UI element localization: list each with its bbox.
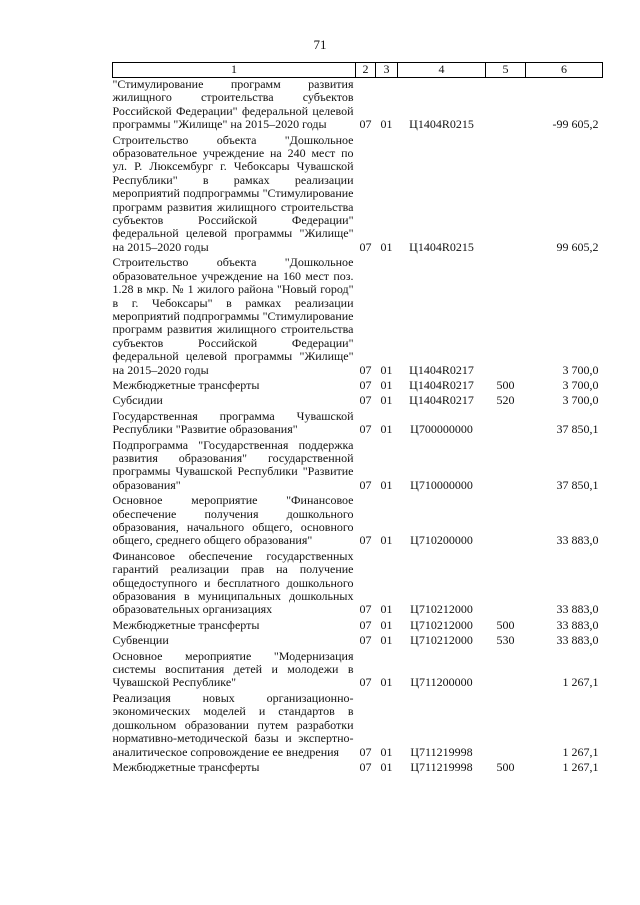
cell-name: Субсидии <box>112 393 163 408</box>
cell-amount: -99 605,2 <box>552 117 599 132</box>
cell-amount: 33 883,0 <box>556 602 599 617</box>
cell-name: Финансовое обеспечение государственных гарантий реализации прав на получение общедоступного и бесплатного дошкольного образования в муниципальных дошкольных образовательных организациях <box>112 548 354 617</box>
header-row <box>113 63 603 78</box>
cell-expense-type <box>486 550 526 619</box>
budget-table <box>112 62 603 776</box>
cell-subsection: 01 <box>380 744 393 759</box>
cell-target-code: Ц1404R0217 <box>409 393 474 408</box>
cell-section: 07 <box>359 533 372 548</box>
cell-section: 07 <box>359 377 372 392</box>
cell-target-code: Ц1404R0215 <box>409 239 474 254</box>
cell-subsection: 01 <box>380 422 393 437</box>
cell-expense-type <box>486 78 526 134</box>
cell-amount: 37 850,1 <box>556 477 599 492</box>
cell-expense-type: 500 <box>496 617 515 632</box>
cell-name: Строительство объекта "Дошкольное образовательное учреждение на 160 мест поз. 1.28 в мкр. № 1 жилого района "Новый город" в г. Чебоксары" в рамках реализации мероприятий подпрограммы "Стимулирование программ развития жилищного строительства субъектов Российской Федерации" федеральной целевой программы "Жилище" на 2015–2020 годы <box>112 255 354 377</box>
table-row <box>113 379 603 394</box>
cell-expense-type: 500 <box>496 377 515 392</box>
cell-subsection: 01 <box>380 533 393 548</box>
cell-name: Реализация новых организационно-экономических моделей и стандартов в дошкольном образовании путем разработки нормативно-методической базы и экспертно-аналитическое сопровождение ее внедрения <box>112 690 354 759</box>
table-row <box>113 650 603 692</box>
cell-section: 07 <box>359 393 372 408</box>
cell-name: Подпрограмма "Государственная поддержка развития образования" государственной программы Чувашской Республики "Развитие образования" <box>112 437 354 492</box>
cell-subsection: 01 <box>380 477 393 492</box>
cell-amount: 99 605,2 <box>556 239 599 254</box>
header-cell-target-code: 4 <box>398 63 486 78</box>
header-cell-subsection: 3 <box>376 63 398 78</box>
cell-name: Основное мероприятие "Модернизация системы воспитания детей и молодежи в Чувашской Республике" <box>112 648 354 690</box>
cell-target-code: Ц711219998 <box>410 744 473 759</box>
header-cell-section: 2 <box>356 63 376 78</box>
header-cell-name: 1 <box>113 63 356 78</box>
table-row <box>113 634 603 649</box>
cell-name: Строительство объекта "Дошкольное образовательное учреждение на 240 мест по ул. Р. Люксембург г. Чебоксары Чувашской Республики" в рамках реализации мероприятий подпрограммы "Стимулирование программ развития жилищного строительства субъектов Российской Федерации" федеральной целевой программы "Жилище" на 2015–2020 годы <box>112 132 354 254</box>
cell-expense-type <box>486 650 526 692</box>
cell-name: "Стимулирование программ развития жилищного строительства субъектов Российской Федерации" федеральной целевой программы "Жилище" на 2015–2020 годы <box>112 77 354 132</box>
cell-subsection: 01 <box>380 377 393 392</box>
cell-amount: 33 883,0 <box>556 617 599 632</box>
cell-section: 07 <box>359 602 372 617</box>
cell-expense-type <box>486 410 526 439</box>
cell-target-code: Ц711200000 <box>410 675 473 690</box>
cell-target-code: Ц711219998 <box>410 759 473 774</box>
cell-section: 07 <box>359 422 372 437</box>
table-row <box>113 619 603 634</box>
header-cell-amount: 6 <box>526 63 603 78</box>
cell-section: 07 <box>359 617 372 632</box>
cell-section: 07 <box>359 759 372 774</box>
cell-amount: 33 883,0 <box>556 633 599 648</box>
cell-expense-type <box>486 692 526 761</box>
cell-amount: 33 883,0 <box>556 533 599 548</box>
cell-subsection: 01 <box>380 117 393 132</box>
table-row <box>113 256 603 379</box>
cell-section: 07 <box>359 239 372 254</box>
table-body <box>113 78 603 777</box>
table-row <box>113 692 603 761</box>
cell-target-code: Ц1404R0217 <box>409 377 474 392</box>
cell-subsection: 01 <box>380 675 393 690</box>
cell-section: 07 <box>359 744 372 759</box>
cell-amount: 3 700,0 <box>562 393 599 408</box>
cell-section: 07 <box>359 362 372 377</box>
cell-subsection: 01 <box>380 393 393 408</box>
cell-amount: 1 267,1 <box>562 744 599 759</box>
cell-target-code: Ц710212000 <box>410 617 473 632</box>
table-row <box>113 439 603 495</box>
cell-target-code: Ц1404R0215 <box>409 117 474 132</box>
cell-expense-type <box>486 256 526 379</box>
cell-subsection: 01 <box>380 239 393 254</box>
table-row <box>113 550 603 619</box>
cell-amount: 3 700,0 <box>562 362 599 377</box>
cell-name: Межбюджетные трансферты <box>112 377 260 392</box>
cell-subsection: 01 <box>380 759 393 774</box>
cell-name: Субвенции <box>112 633 169 648</box>
cell-target-code: Ц710200000 <box>410 533 473 548</box>
table-row <box>113 78 603 134</box>
cell-subsection: 01 <box>380 362 393 377</box>
cell-expense-type <box>486 494 526 550</box>
cell-subsection: 01 <box>380 602 393 617</box>
table-row <box>113 410 603 439</box>
cell-expense-type: 530 <box>496 633 515 648</box>
cell-subsection: 01 <box>380 617 393 632</box>
cell-amount: 37 850,1 <box>556 422 599 437</box>
cell-name: Основное мероприятие "Финансовое обеспечение получения дошкольного образования, начального общего, основного общего, среднего общего образования" <box>112 493 354 548</box>
cell-expense-type: 520 <box>496 393 515 408</box>
cell-name: Межбюджетные трансферты <box>112 617 260 632</box>
cell-expense-type <box>486 134 526 257</box>
cell-amount: 1 267,1 <box>562 675 599 690</box>
cell-target-code: Ц710000000 <box>410 477 473 492</box>
table-row <box>113 761 603 776</box>
cell-target-code: Ц700000000 <box>410 422 473 437</box>
page-number: 71 <box>313 37 327 52</box>
table-row <box>113 394 603 409</box>
cell-target-code: Ц1404R0217 <box>409 362 474 377</box>
cell-amount: 3 700,0 <box>562 377 599 392</box>
cell-target-code: Ц710212000 <box>410 633 473 648</box>
cell-section: 07 <box>359 633 372 648</box>
cell-expense-type <box>486 439 526 495</box>
cell-amount: 1 267,1 <box>562 759 599 774</box>
cell-subsection: 01 <box>380 633 393 648</box>
cell-section: 07 <box>359 477 372 492</box>
header-cell-expense-type: 5 <box>486 63 526 78</box>
cell-target-code: Ц710212000 <box>410 602 473 617</box>
cell-section: 07 <box>359 675 372 690</box>
cell-section: 07 <box>359 117 372 132</box>
cell-name: Межбюджетные трансферты <box>112 759 260 774</box>
table-row <box>113 494 603 550</box>
cell-name: Государственная программа Чувашской Республики "Развитие образования" <box>112 408 354 437</box>
table-row <box>113 134 603 257</box>
cell-expense-type: 500 <box>496 759 515 774</box>
